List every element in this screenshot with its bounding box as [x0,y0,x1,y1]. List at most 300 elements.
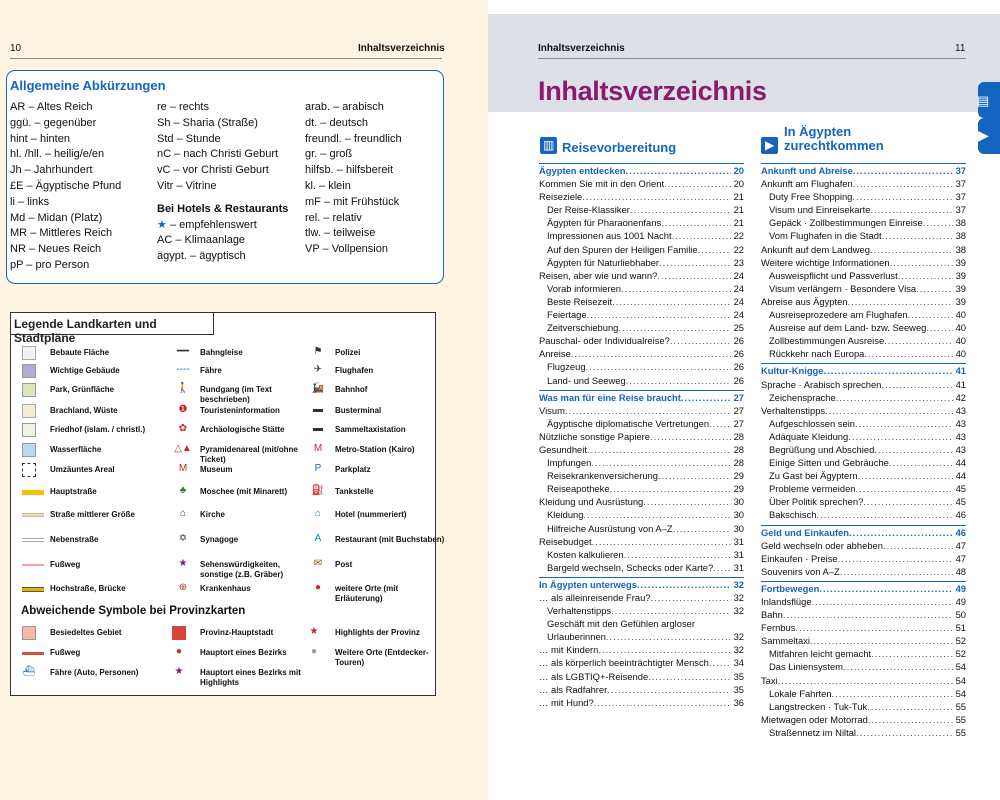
toc-entry-title: Einige Sitten und Gebräuche [769,457,889,469]
toc-entry[interactable] [539,548,744,561]
abbr-item: Vitr – Vitrine [157,179,217,192]
toc-entry[interactable] [761,243,966,256]
abbr-item: ggü. – gegenüber [10,116,97,129]
toc-page-number: 24 [733,269,744,281]
abbr-item: Jh – Jahrhundert [10,164,93,177]
toc-entry[interactable] [761,378,966,391]
toc-leader-dots [858,469,953,482]
toc-page-number: 52 [955,635,966,647]
toc-page-number: 52 [955,648,966,660]
abbr-item: pP – pro Person [10,258,90,271]
toc-leader-dots [840,565,953,578]
toc-leader-dots [681,391,731,404]
toc-entry-title: Ausreiseprozedere am Flughafen [769,309,908,321]
toc-page-number: 49 [955,582,966,594]
legend-label: Pyramidenareal (mit/ohne Ticket) [200,445,298,464]
toc-entry[interactable] [539,482,744,495]
toc-entry-title: Straßennetz im Niltal [769,726,857,738]
toc-entry[interactable] [539,604,744,617]
toc-page-number: 22 [733,230,744,242]
toc-entry[interactable] [761,495,966,508]
toc-leader-dots [695,617,741,630]
toc-chapter-entry[interactable] [539,163,744,177]
toc-leader-dots [838,552,953,565]
toc-leader-dots [658,469,731,482]
toc-entry[interactable] [761,216,966,229]
legend-label: Weitere Orte (Entdecker-Touren) [335,648,429,667]
toc-page-number: 30 [733,509,744,521]
toc-page-number: 43 [955,404,966,416]
toc-page-number: 55 [955,700,966,712]
toc-leader-dots [883,539,953,552]
toc-entry-title: Urlauberinnen [547,631,606,643]
toc-entry[interactable] [539,443,744,456]
toc-entry[interactable] [761,229,966,242]
legend-symbol: ▬ [313,423,323,434]
toc-entry[interactable] [761,552,966,565]
toc-entry[interactable] [539,347,744,360]
toc-entry[interactable] [761,565,966,578]
toc-leader-dots [848,430,952,443]
toc-entry-title: Geld und Einkaufen [761,526,850,538]
toc-entry[interactable] [539,430,744,443]
toc-entry-title: Langstrecken · Tuk-Tuk [769,700,868,712]
legend-label: Fähre [200,366,222,375]
legend-label: Hauptort eines Bezirks mit Highlights [200,668,301,687]
toc-entry-title: Ausweispflicht und Passverlust [769,269,898,281]
toc-page-number: 42 [955,391,966,403]
toc-entry[interactable] [539,696,744,709]
toc-leader-dots [868,713,953,726]
toc-page-number: 48 [955,565,966,577]
abbreviations-title: Allgemeine Abkürzungen [10,78,166,93]
legend-label: Sehenswürdigkeiten, sonstige (z.B. Gräber) [200,560,284,579]
abbr-item: tlw. – teilweise [305,227,376,240]
toc-entry[interactable] [539,670,744,683]
toc-leader-dots [643,495,730,508]
star-icon: ★ [157,218,167,231]
toc-leader-dots [661,216,730,229]
toc-leader-dots [582,190,730,203]
toc-leader-dots [853,177,953,190]
toc-entry-title: Ausreise auf dem Land- bzw. Seeweg [769,322,927,334]
toc-page-number: 54 [955,674,966,686]
legend-symbol: △▲ [174,443,192,454]
abbr-item: mF – mit Frühstück [305,195,400,208]
toc-entry[interactable] [539,243,744,256]
toc-entry-title: Gepäck · Zollbestimmungen Einreise [769,217,923,229]
toc-page-number: 26 [733,348,744,360]
legend-symbol [22,404,36,418]
toc-entry[interactable] [539,417,744,430]
toc-entry-title: Aufgeschlossen sein [769,417,855,429]
toc-entry[interactable] [761,634,966,647]
toc-page-number: 22 [733,243,744,255]
toc-entry-title: Vorab informieren [547,282,621,294]
toc-entry[interactable] [539,282,744,295]
toc-page-number: 40 [955,309,966,321]
toc-entry[interactable] [539,522,744,535]
abbr-item: ägypt. – ägyptisch [157,250,246,263]
toc-leader-dots [618,321,730,334]
toc-leader-dots [612,295,730,308]
toc-entry[interactable] [539,203,744,216]
legend-label: Post [335,560,353,569]
toc-page-number: 26 [733,374,744,386]
toc-entry[interactable] [761,334,966,347]
toc-page-number: 26 [733,335,744,347]
toc-leader-dots [657,269,730,282]
toc-entry[interactable] [761,256,966,269]
legend-label: Moschee (mit Minarett) [200,487,288,496]
toc-entry[interactable] [539,360,744,373]
legend-label: Parkplatz [335,465,371,474]
toc-page-number: 36 [733,696,744,708]
toc-entry[interactable] [539,683,744,696]
toc-page-number: 24 [733,295,744,307]
legend-label: Besiedeltes Gebiet [50,628,122,637]
toc-entry-title: Sprache · Arabisch sprechen [761,378,882,390]
toc-entry[interactable] [539,456,744,469]
toc-entry[interactable] [539,617,744,630]
abbr-item: MR – Mittleres Reich [10,227,113,240]
toc-page-number: 44 [955,470,966,482]
toc-entry[interactable] [539,229,744,242]
toc-entry[interactable] [761,687,966,700]
toc-entry-title: Begrüßung und Abschied [769,443,875,455]
toc-page-number: 26 [733,361,744,373]
toc-entry-title: Zollbestimmungen Ausreise [769,335,885,347]
toc-leader-dots [659,256,731,269]
toc-entry[interactable] [539,508,744,521]
toc-entry[interactable] [761,203,966,216]
legend-label: Busterminal [335,406,382,415]
abbr-item: VP – Vollpension [305,243,388,256]
toc-leader-dots [672,229,731,242]
toc-entry[interactable] [539,269,744,282]
toc-leader-dots [651,591,731,604]
toc-entry[interactable] [761,190,966,203]
toc-page-number [741,617,744,630]
toc-entry[interactable] [539,469,744,482]
toc-leader-dots [890,256,953,269]
toc-entry-title: In Ägypten unterwegs [539,578,637,590]
toc-leader-dots [586,360,731,373]
toc-entry[interactable] [761,595,966,608]
toc-page-number: 28 [733,443,744,455]
toc-entry-title: Beste Reisezeit [547,295,613,307]
toc-entry-title: Ankunft und Abreise [761,165,853,176]
toc-leader-dots [849,526,953,539]
toc-page-number: 32 [733,578,744,590]
toc-entry-title: Geschäft mit den Gefühlen argloser [547,618,695,630]
toc-entry[interactable] [761,443,966,456]
toc-entry[interactable] [539,295,744,308]
legend-symbol: 🚶 [176,383,190,394]
toc-entry[interactable] [761,404,966,417]
toc-page-number: 34 [733,657,744,669]
toc-leader-dots [637,578,731,591]
toc-entry[interactable] [539,404,744,417]
toc-leader-dots [713,561,730,574]
toc-entry[interactable] [761,417,966,430]
legend-label: Touristeninformation [200,406,280,415]
toc-entry-title: Inlandsflüge [761,596,812,607]
toc-entry[interactable] [761,282,966,295]
toc-entry-title: Verhaltenstipps [547,605,612,617]
abbr-column-2 [157,100,288,265]
toc-page-number: 45 [955,483,966,495]
toc-entry[interactable] [539,630,744,643]
legend-symbol [22,564,44,566]
toc-entry[interactable] [761,269,966,282]
toc-entry-title: Land- und Seeweg [547,374,626,386]
abbr-item: freundl. – freundlich [305,132,402,145]
abbr-item: kl. – klein [305,179,351,192]
toc-page-number: 43 [955,430,966,442]
toc-leader-dots [843,660,953,673]
toc-entry-title: Vom Flughafen in die Stadt [769,230,882,242]
toc-entry-title: Zeichensprache [769,391,836,403]
legend-label: Straße mittlerer Größe [50,510,135,519]
toc-entry[interactable] [761,726,966,739]
legend-label: weitere Orte (mit Erläuterung) [335,584,399,603]
toc-page-number: 31 [733,548,744,560]
legend-symbol: ⛴ [22,666,36,677]
toc-entry[interactable] [539,495,744,508]
toc-leader-dots [848,295,953,308]
toc-entry[interactable] [761,539,966,552]
toc-chapter-entry[interactable] [539,390,744,404]
legend-symbol: ● [310,646,318,657]
toc-leader-dots [591,456,730,469]
suitcase-glyph: ▥ [543,138,555,152]
toc-entry[interactable] [539,334,744,347]
toc-entry-title: Verhaltenstipps [761,404,826,416]
toc-page-number: 37 [955,178,966,190]
legend-label: Bahnhof [335,385,368,394]
toc-entry[interactable] [539,591,744,604]
toc-entry[interactable] [761,621,966,634]
legend-label: Brachland, Wüste [50,406,118,415]
toc-entry-title: Duty Free Shopping [769,191,853,203]
toc-entry[interactable] [539,561,744,574]
legend-label: Bahngleise [200,348,243,357]
abbr-item: rel. – relativ [305,211,362,224]
suitcase-icon: ▤ [977,93,990,108]
legend-symbol: ━━ [176,346,190,357]
toc-column-2 [761,160,966,739]
section-title-preparation: Reisevorbereitung [562,140,677,155]
legend-symbol: ● [175,646,183,657]
toc-entry[interactable] [761,713,966,726]
toc-leader-dots [856,482,953,495]
legend-label: Tankstelle [335,487,374,496]
toc-entry[interactable] [539,374,744,387]
toc-entry-title: Feiertage [547,309,587,321]
toc-chapter-entry[interactable] [761,581,966,595]
toc-page-number: 23 [733,256,744,268]
legend-label: Hochstraße, Brücke [50,584,126,593]
toc-entry-title: Weitere wichtige Informationen [761,256,890,268]
legend-label: Hauptort eines Bezirks [200,648,287,657]
toc-entry[interactable] [539,643,744,656]
toc-entry-title: Souvenirs von A–Z [761,565,840,577]
toc-entry-title: Pauschal- oder Individualreise? [539,335,670,347]
toc-entry[interactable] [761,674,966,687]
toc-entry[interactable] [539,177,744,190]
legend-symbol [22,626,36,640]
toc-page-number: 40 [955,335,966,347]
toc-entry[interactable] [761,391,966,404]
toc-leader-dots [836,391,953,404]
toc-page-number: 35 [733,670,744,682]
toc-entry[interactable] [761,177,966,190]
toc-page-number: 46 [955,509,966,521]
toc-leader-dots [864,347,952,360]
toc-leader-dots [810,634,953,647]
right-page-number: 11 [955,43,966,54]
toc-entry[interactable] [761,660,966,673]
toc-page-number: 27 [733,404,744,416]
toc-leader-dots [926,321,952,334]
legend-label: Park, Grünfläche [50,385,115,394]
toc-leader-dots [587,443,731,456]
toc-entry[interactable] [761,295,966,308]
abbr-item: Std – Stunde [157,132,221,145]
legend-symbol: ⌂ [179,508,187,519]
toc-entry-title: … als Radfahrer [539,683,608,695]
legend-symbol: 🚂 [311,383,325,394]
toc-entry-title: Kleidung und Ausrüstung [539,496,644,508]
toc-entry-title: Zu Gast bei Ägyptern [769,470,858,482]
toc-entry[interactable] [761,321,966,334]
toc-entry[interactable] [761,347,966,360]
toc-page-number: 40 [955,348,966,360]
toc-chapter-entry[interactable] [761,163,966,177]
toc-leader-dots [670,334,731,347]
toc-entry[interactable] [761,308,966,321]
legend-symbol: ⚑ [313,346,323,357]
toc-chapter-entry[interactable] [761,525,966,539]
toc-leader-dots [709,656,731,669]
toc-page-number: 55 [955,726,966,738]
toc-entry-title: Hilfreiche Ausrüstung von A–Z [547,522,673,534]
toc-entry[interactable] [761,647,966,660]
toc-entry-title: Probleme vermeiden [769,483,856,495]
toc-entry[interactable] [761,700,966,713]
toc-page-number: 28 [733,430,744,442]
abbr-item: li – links [10,195,50,208]
toc-entry[interactable] [539,308,744,321]
toc-page-number: 38 [955,230,966,242]
legend-symbol [22,423,36,437]
toc-entry-title: Anreise [539,348,571,360]
toc-entry[interactable] [761,430,966,443]
legend-symbol [22,538,44,542]
toc-entry[interactable] [761,508,966,521]
toc-leader-dots [598,643,730,656]
legend-label: Provinz-Hauptstadt [200,628,274,637]
toc-entry[interactable] [761,482,966,495]
toc-chapter-entry[interactable] [539,577,744,591]
toc-leader-dots [908,308,953,321]
toc-entry-title: Bakschisch [769,509,817,521]
toc-entry-title: Nützliche sonstige Papiere [539,430,650,442]
toc-page-number: 31 [733,535,744,547]
toc-page-number: 40 [955,322,966,334]
toc-page-number: 21 [733,191,744,203]
toc-entry-title: Visum [539,404,565,416]
toc-entry-title: Das Liniensystem [769,661,843,673]
toc-entry[interactable] [539,256,744,269]
toc-entry[interactable] [539,190,744,203]
toc-page-number: 46 [955,526,966,538]
toc-leader-dots [870,243,953,256]
toc-entry-title: Fernbus [761,622,796,634]
abbr-item: dt. – deutsch [305,116,368,129]
toc-page-number: 54 [955,661,966,673]
toc-entry-title: Visum verlängern · Besondere Visa [769,282,917,294]
legend-label: Sammeltaxistation [335,425,406,434]
toc-page-number: 20 [733,178,744,190]
toc-entry[interactable] [539,535,744,548]
toc-entry[interactable] [761,469,966,482]
toc-page-number: 32 [733,631,744,643]
abbr-item: Md – Midan (Platz) [10,211,103,224]
toc-chapter-entry[interactable] [761,363,966,377]
legend-symbol: ♣ [179,485,187,496]
legend-symbol [22,463,36,477]
toc-entry-title: Rückkehr nach Europa [769,348,865,360]
toc-entry[interactable] [761,608,966,621]
legend-label: Fähre (Auto, Personen) [50,668,139,677]
abbr-item: re – rechts [157,101,209,113]
toc-leader-dots [625,164,730,177]
toc-entry[interactable] [539,216,744,229]
legend-symbol: P [314,463,322,474]
toc-entry-title: Ägypten entdecken [539,165,626,176]
toc-leader-dots [624,548,731,561]
toc-leader-dots [898,269,953,282]
legend-symbol [172,626,186,640]
toc-leader-dots [778,674,953,687]
legend-label: Flughafen [335,366,374,375]
toc-page-number: 29 [733,483,744,495]
play-glyph: ▶ [765,138,775,152]
toc-entry-title: Sammeltaxi [761,635,810,647]
toc-entry-title: Geld wechseln oder abheben [761,539,883,551]
legend-label: Krankenhaus [200,584,251,593]
section-title-orientation: In Ägypten zurechtkommen [784,124,884,153]
toc-entry[interactable] [539,656,744,669]
toc-leader-dots [584,508,731,521]
legend-label: Synagoge [200,535,239,544]
toc-page-number: 31 [733,561,744,573]
toc-leader-dots [650,430,731,443]
toc-entry[interactable] [761,456,966,469]
toc-leader-dots [916,282,952,295]
toc-entry[interactable] [539,321,744,334]
toc-leader-dots [884,334,952,347]
toc-leader-dots [856,726,953,739]
toc-page-number: 47 [955,552,966,564]
toc-leader-dots [832,687,953,700]
toc-leader-dots [824,364,953,377]
toc-leader-dots [607,683,730,696]
legend-label: Friedhof (islam. / christl.) [50,425,146,434]
right-header-title: Inhaltsverzeichnis [538,43,625,54]
